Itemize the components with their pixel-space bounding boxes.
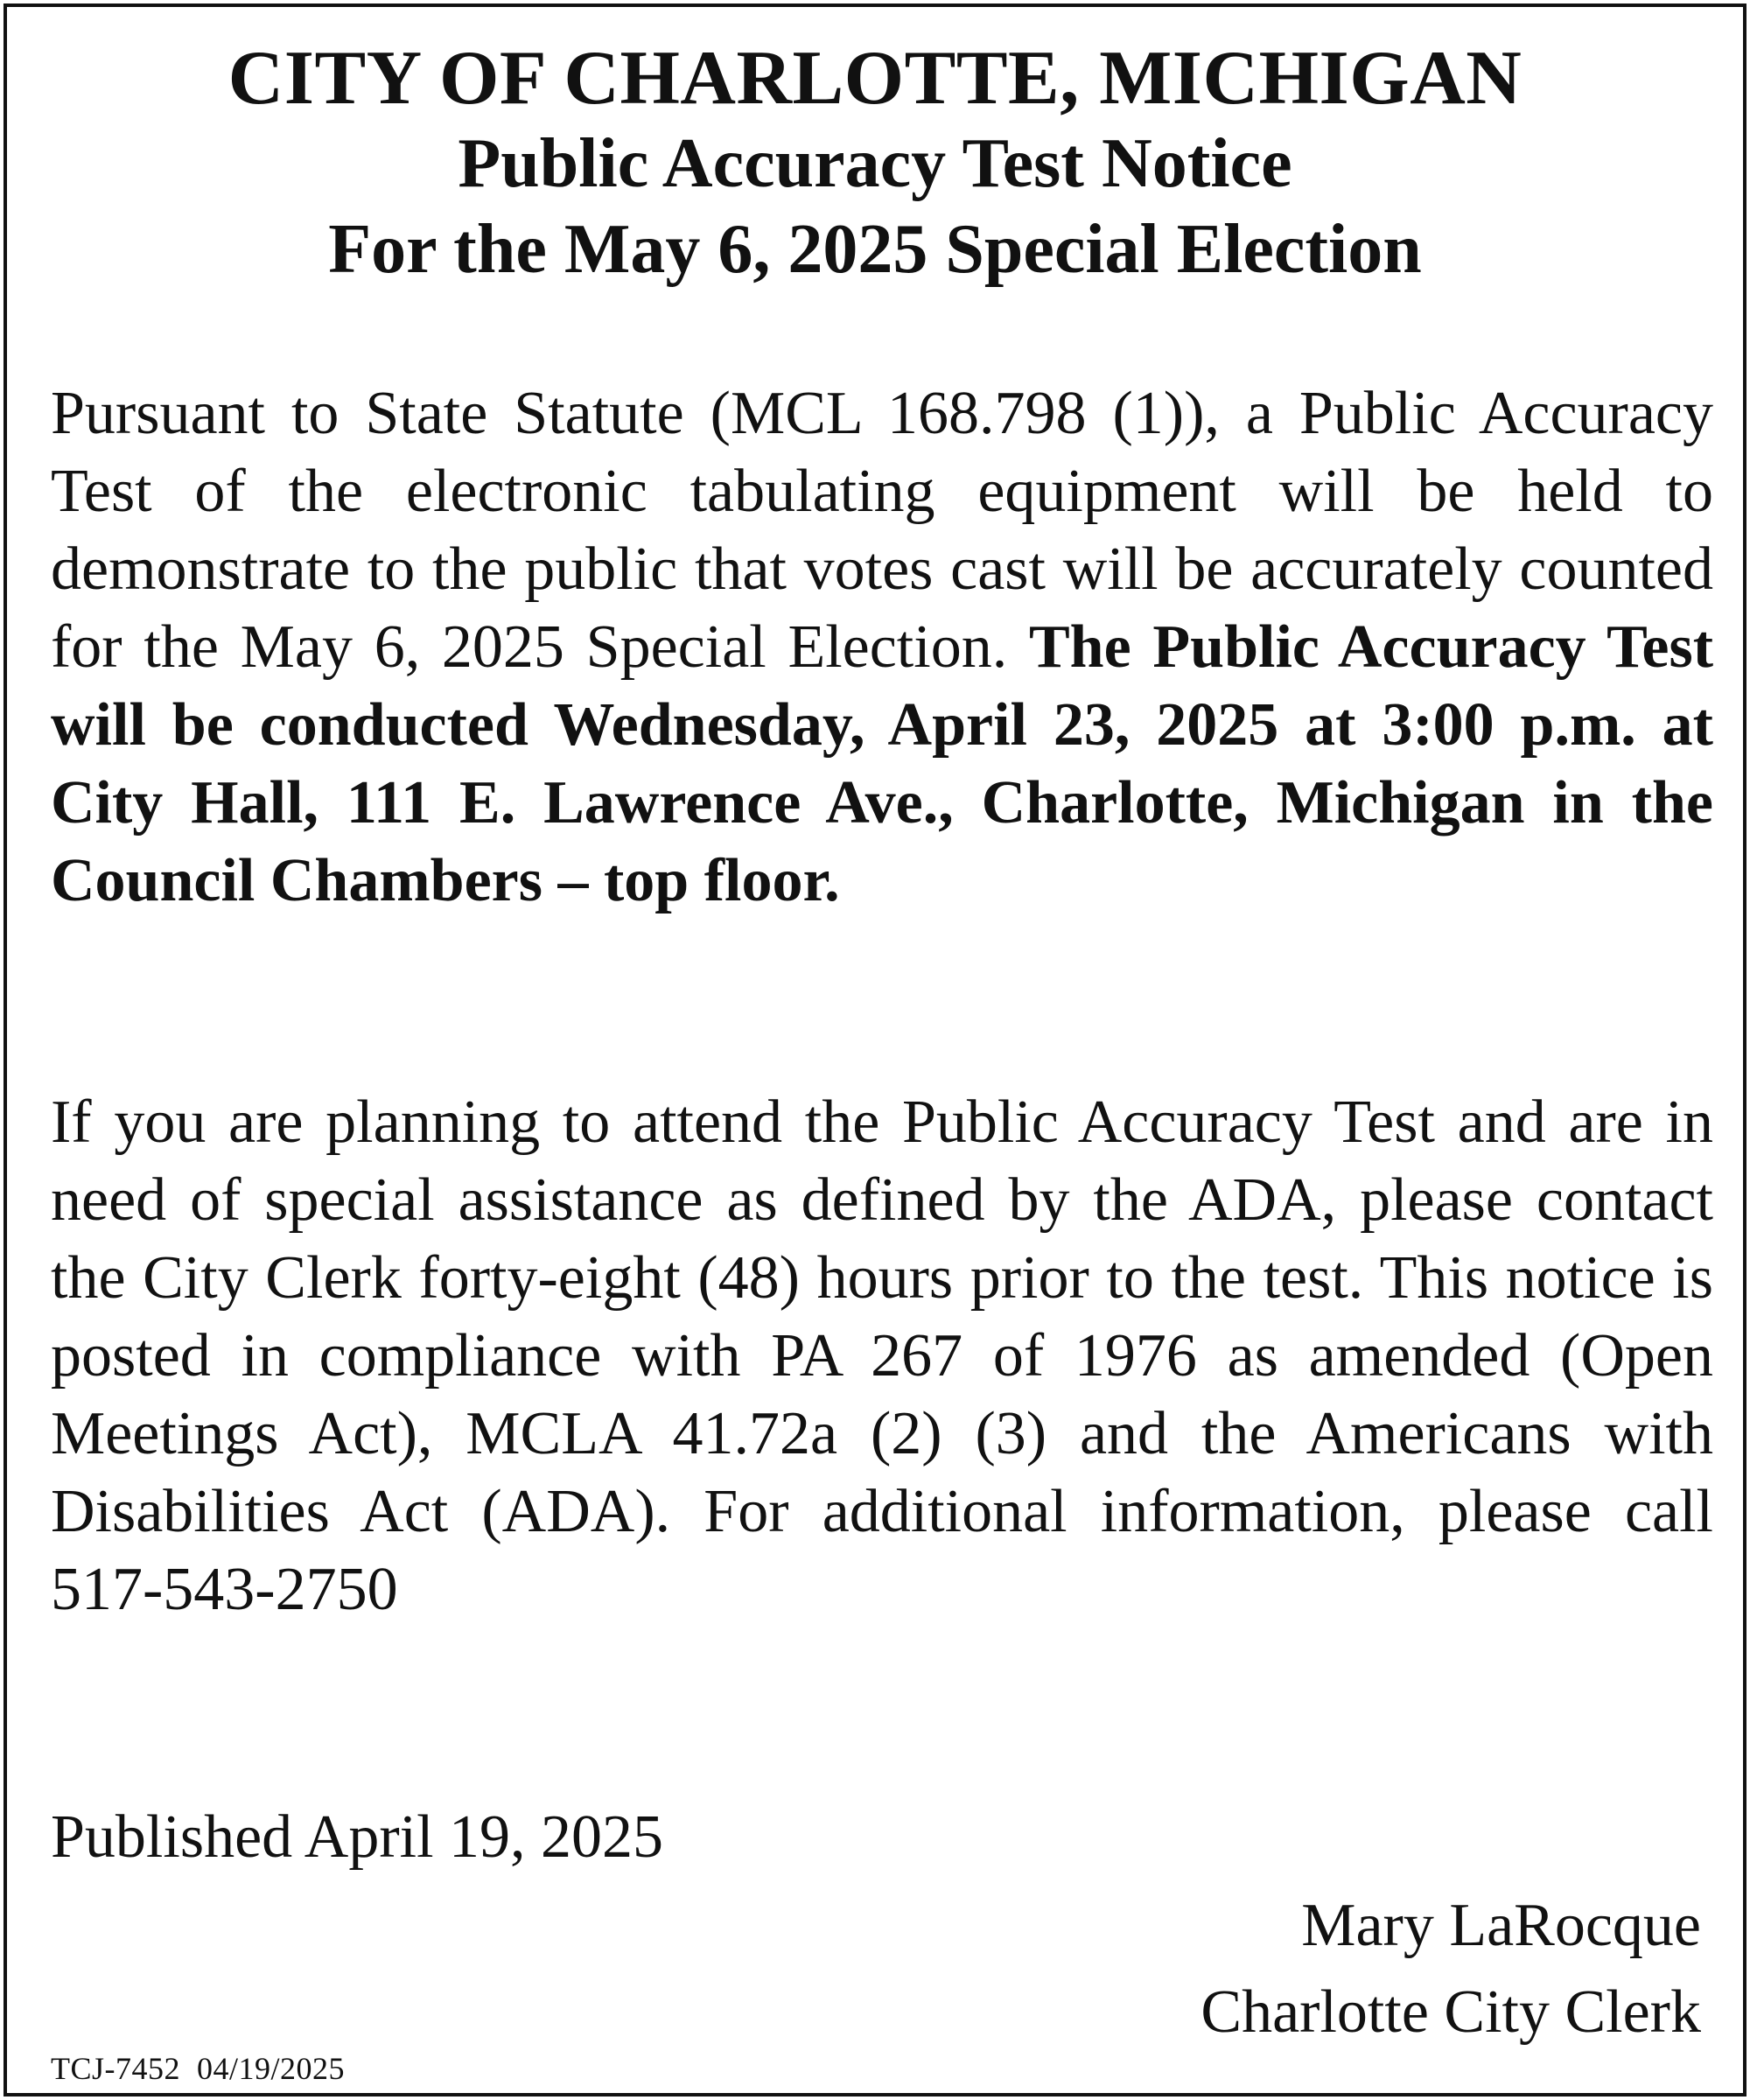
notice-paragraph-2: If you are planning to attend the Public Accuracy Test and are in need of special assistance as defined by the ADA, please contact the City Clerk forty-eight (48) hours prior to the test. This notice is posted in compliance with PA 267 of 1976 as amended (Open Meetings Act), MCLA 41.72a (2) (3) and the Americans with Disabilities Act (ADA). For additional information, please call 517-543-2750 [51,1088,1713,1623]
public-notice [4,4,1746,2096]
notice-header [7,37,1743,292]
clerk-title: Charlotte City Clerk [1200,1978,1701,2046]
election-title: For the May 6, 2025 Special Election [328,211,1422,288]
reference-code: TCJ-7452 04/19/2025 [51,2051,346,2086]
notice-paragraph-1 [51,374,1713,920]
signature-block [1200,1882,1701,2055]
statute-text: Pursuant to State Statute (MCL 168.798 (1)), a Public Accuracy Test of the electronic tabulating equipment will be held to demonstrate to the public that votes cast will be accurately counted for the May 6, 2025 Special Election. [51,380,1713,681]
published-date: Published April 19, 2025 [51,1803,664,1871]
publication-reference [51,2051,345,2086]
notice-title: Public Accuracy Test Notice [458,125,1292,202]
clerk-name: Mary LaRocque [1301,1892,1701,1959]
city-title: CITY OF CHARLOTTE, MICHIGAN [228,36,1522,121]
test-schedule-text: The Public Accuracy Test will be conducted Wednesday, April 23, 2025 at 3:00 p.m. at City Hall, 111 E. Lawrence Ave., Charlotte, Michigan in the Council Chambers – top floor. [51,613,1714,914]
